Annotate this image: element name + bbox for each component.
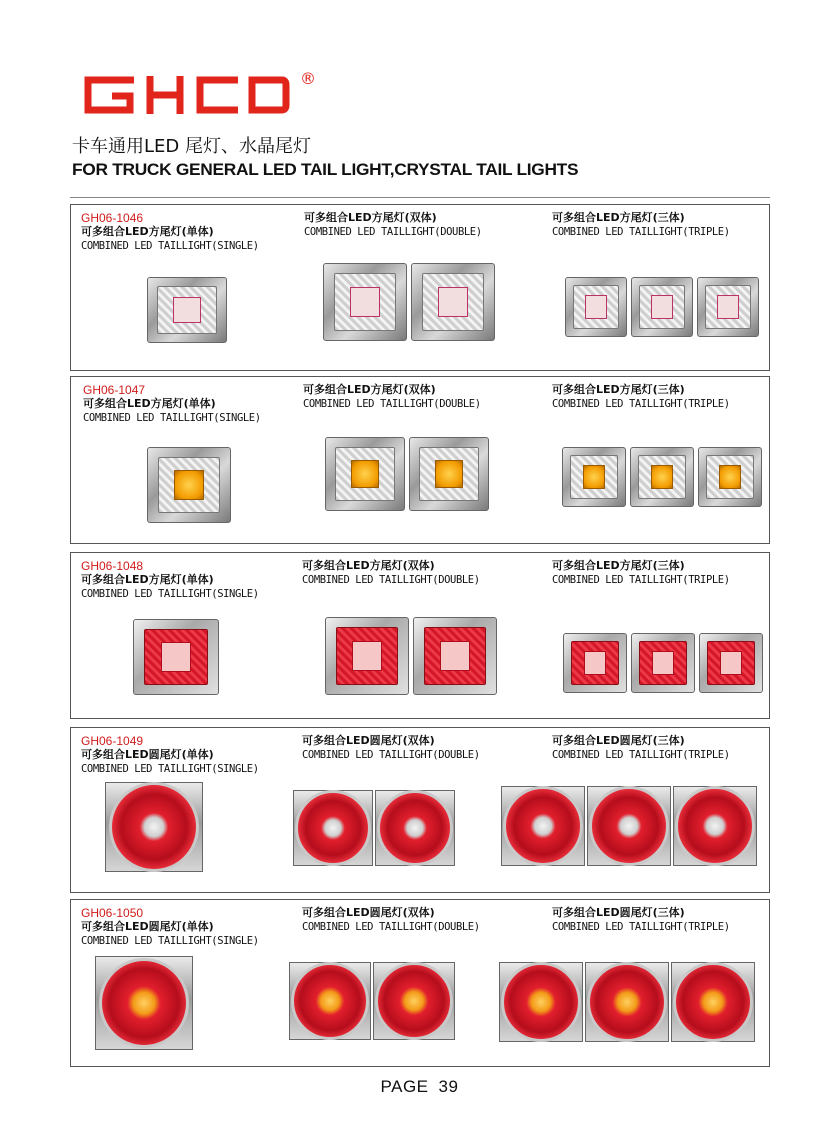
double-label-cn: 可多组合LED圆尾灯(双体)	[302, 906, 435, 919]
double-label-en: COMBINED LED TAILLIGHT(DOUBLE)	[303, 398, 481, 410]
product-panel-gh06-1049	[70, 727, 770, 893]
single-label-en: COMBINED LED TAILLIGHT(SINGLE)	[81, 935, 259, 947]
triple-lamp-image	[562, 447, 766, 507]
page-title-cn: 卡车通用LED 尾灯、水晶尾灯	[72, 136, 311, 157]
triple-label-cn: 可多组合LED方尾灯(三体)	[552, 559, 685, 572]
double-lamp-image	[289, 962, 457, 1040]
single-label-cn: 可多组合LED圆尾灯(单体)	[81, 920, 214, 933]
single-lamp-image	[147, 447, 235, 523]
triple-label-en: COMBINED LED TAILLIGHT(TRIPLE)	[552, 574, 730, 586]
triple-label-en: COMBINED LED TAILLIGHT(TRIPLE)	[552, 921, 730, 933]
triple-label-cn: 可多组合LED方尾灯(三体)	[552, 211, 685, 224]
single-label-cn: 可多组合LED圆尾灯(单体)	[81, 748, 214, 761]
double-lamp-image	[325, 617, 501, 695]
triple-label-en: COMBINED LED TAILLIGHT(TRIPLE)	[552, 749, 730, 761]
product-code: GH06-1050	[81, 906, 144, 920]
triple-lamp-image	[499, 962, 757, 1042]
single-lamp-image	[105, 782, 205, 872]
double-label-en: COMBINED LED TAILLIGHT(DOUBLE)	[302, 749, 480, 761]
double-lamp-image	[325, 437, 493, 511]
double-label-en: COMBINED LED TAILLIGHT(DOUBLE)	[302, 921, 480, 933]
single-label-en: COMBINED LED TAILLIGHT(SINGLE)	[81, 588, 259, 600]
single-label-cn: 可多组合LED方尾灯(单体)	[81, 225, 214, 238]
triple-lamp-image	[565, 277, 763, 337]
product-panel-gh06-1046	[70, 204, 770, 371]
double-lamp-image	[293, 790, 457, 866]
triple-label-cn: 可多组合LED方尾灯(三体)	[552, 383, 685, 396]
ghcd-logo	[82, 68, 342, 118]
single-label-cn: 可多组合LED方尾灯(单体)	[83, 397, 216, 410]
page-label: PAGE	[380, 1077, 429, 1096]
double-lamp-image	[323, 263, 499, 341]
double-label-cn: 可多组合LED方尾灯(双体)	[302, 559, 435, 572]
triple-label-en: COMBINED LED TAILLIGHT(TRIPLE)	[552, 398, 730, 410]
single-label-en: COMBINED LED TAILLIGHT(SINGLE)	[83, 412, 261, 424]
product-panel-gh06-1047	[70, 376, 770, 544]
double-label-en: COMBINED LED TAILLIGHT(DOUBLE)	[304, 226, 482, 238]
single-lamp-image	[147, 277, 231, 343]
registered-mark: ®	[300, 69, 316, 88]
header-divider	[70, 197, 770, 198]
double-label-cn: 可多组合LED方尾灯(双体)	[303, 383, 436, 396]
product-code: GH06-1048	[81, 559, 144, 573]
triple-label-en: COMBINED LED TAILLIGHT(TRIPLE)	[552, 226, 730, 238]
triple-label-cn: 可多组合LED圆尾灯(三体)	[552, 734, 685, 747]
product-panel-gh06-1050	[70, 899, 770, 1067]
double-label-en: COMBINED LED TAILLIGHT(DOUBLE)	[302, 574, 480, 586]
page-number	[0, 1077, 839, 1097]
product-code: GH06-1046	[81, 211, 144, 225]
double-label-cn: 可多组合LED方尾灯(双体)	[304, 211, 437, 224]
page-title-en: FOR TRUCK GENERAL LED TAIL LIGHT,CRYSTAL TAIL LIGHTS	[72, 160, 579, 179]
single-lamp-image	[133, 619, 223, 695]
triple-lamp-image	[501, 786, 759, 866]
triple-lamp-image	[563, 633, 767, 693]
product-code: GH06-1047	[83, 383, 146, 397]
triple-label-cn: 可多组合LED圆尾灯(三体)	[552, 906, 685, 919]
page-number-value: 39	[438, 1077, 459, 1096]
single-label-cn: 可多组合LED方尾灯(单体)	[81, 573, 214, 586]
product-code: GH06-1049	[81, 734, 144, 748]
single-label-en: COMBINED LED TAILLIGHT(SINGLE)	[81, 240, 259, 252]
single-lamp-image	[95, 956, 195, 1050]
single-label-en: COMBINED LED TAILLIGHT(SINGLE)	[81, 763, 259, 775]
product-panel-gh06-1048	[70, 552, 770, 719]
double-label-cn: 可多组合LED圆尾灯(双体)	[302, 734, 435, 747]
